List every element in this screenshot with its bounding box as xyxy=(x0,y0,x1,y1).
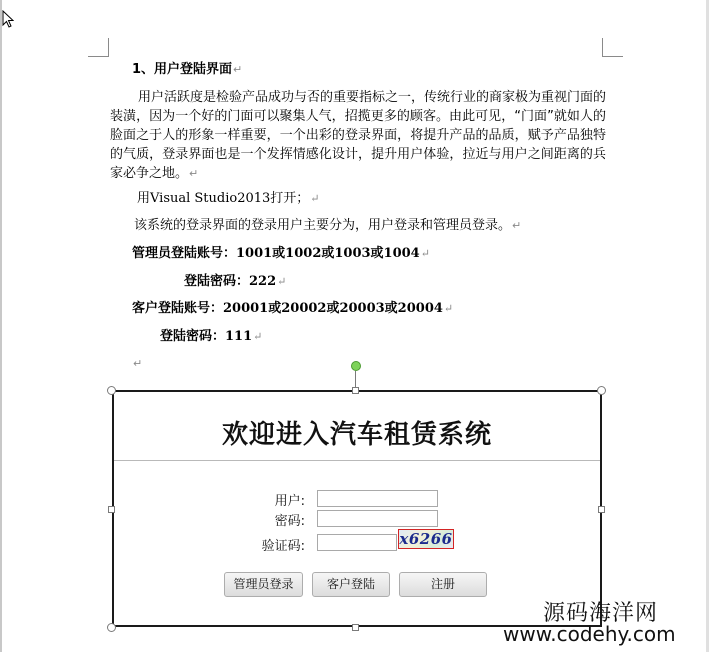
user-input[interactable] xyxy=(317,490,438,507)
resize-handle-top[interactable] xyxy=(352,387,359,394)
page-corner-mark-left xyxy=(88,38,109,57)
customer-password-line: 登陆密码：111↵ xyxy=(160,329,263,344)
login-window-image[interactable] xyxy=(112,390,602,627)
register-button[interactable]: 注册 xyxy=(399,572,487,597)
watermark-url: www.codehy.com xyxy=(503,622,676,646)
password-input[interactable] xyxy=(317,510,438,527)
window-left-edge xyxy=(0,0,2,652)
rotate-handle-icon[interactable] xyxy=(351,361,361,371)
resize-handle-top-left[interactable] xyxy=(107,386,116,395)
admin-account-line: 管理员登陆账号：1001或1002或1003或1004↵ xyxy=(132,246,430,261)
empty-paragraph: ↵ xyxy=(133,357,143,370)
user-label: 用户: xyxy=(274,494,305,509)
resize-handle-left[interactable] xyxy=(108,506,115,513)
intro-paragraph: 用户活跃度是检验产品成功与否的重要指标之一，传统行业的商家极为重视门面的装潢，因为一个好的门面可以聚集人气，招揽更多的顾客。由此可见，“门面”就如人的脸面之于人的形象一样重要，一个出彩的登录界面，将提升产品的品质，赋予产品独特的气质，登录界面也是一个发挥情感化设计，提升用户体验，拉近与用户之间距离的兵家必争之地。↵ xyxy=(110,90,607,181)
captcha-input[interactable] xyxy=(317,534,397,551)
captcha-image[interactable]: x6266 xyxy=(399,530,453,548)
line-visual-studio: 用Visual Studio2013打开；↵ xyxy=(137,191,320,206)
customer-login-button[interactable]: 客户登陆 xyxy=(312,572,390,597)
captcha-label: 验证码: xyxy=(261,539,305,554)
admin-password-line: 登陆密码：222↵ xyxy=(184,274,287,289)
password-label: 密码: xyxy=(274,514,305,529)
resize-handle-top-right[interactable] xyxy=(597,386,606,395)
resize-handle-bottom-left[interactable] xyxy=(107,623,116,632)
page-corner-mark-right xyxy=(602,38,623,57)
resize-handle-right[interactable] xyxy=(598,506,605,513)
admin-login-button[interactable]: 管理员登录 xyxy=(224,572,303,597)
line-login-roles: 该系统的登录界面的登录用户主要分为，用户登录和管理员登录。↵ xyxy=(134,218,522,233)
watermark-site-name: 源码海洋网 xyxy=(543,601,659,626)
title-divider xyxy=(114,460,600,461)
resize-handle-bottom[interactable] xyxy=(352,624,359,631)
login-title: 欢迎进入汽车租赁系统 xyxy=(221,420,492,450)
customer-account-line: 客户登陆账号：20001或20002或20003或20004↵ xyxy=(132,301,454,316)
section-heading: 1、用户登陆界面↵ xyxy=(132,62,243,77)
mouse-pointer-icon xyxy=(2,10,14,30)
